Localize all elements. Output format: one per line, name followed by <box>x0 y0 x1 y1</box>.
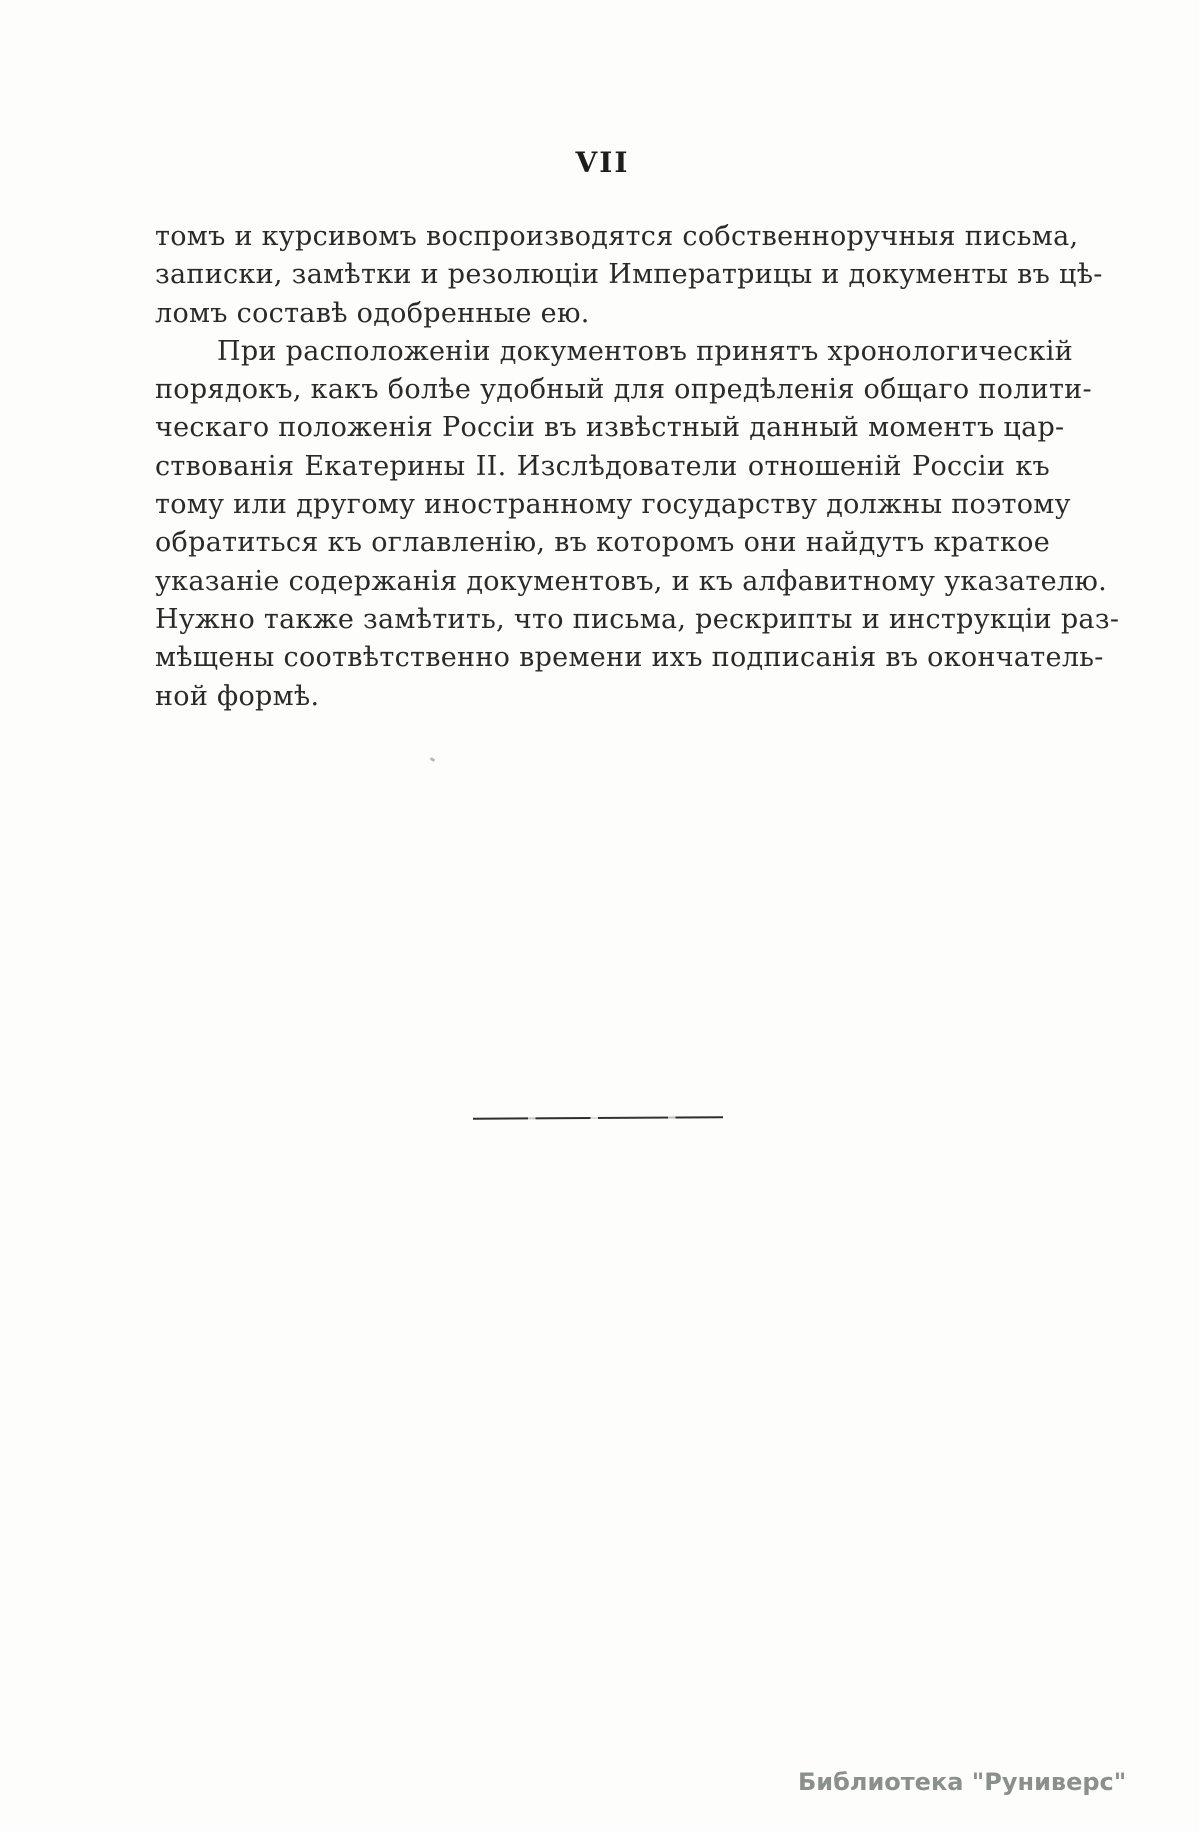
text-line: обратиться къ оглавленію, въ которомъ они найдутъ краткое <box>155 527 1050 559</box>
text-line: записки, замѣтки и резолюціи Императрицы и документы въ цѣ- <box>155 259 1103 291</box>
body-text <box>155 218 1120 716</box>
text-line: тому или другому иностранному государству должны поэтому <box>155 489 1071 521</box>
text-line: порядокъ, какъ болѣе удобный для опредѣленія общаго полити- <box>155 374 1092 406</box>
paragraph-main <box>155 333 1120 716</box>
paragraph-continuation <box>155 218 1103 333</box>
section-divider <box>473 1116 723 1120</box>
text-line: томъ и курсивомъ воспроизводятся собственноручныя письма, <box>155 221 1079 252</box>
text-line: ломъ составѣ одобренные ею. <box>155 297 590 329</box>
text-line: мѣщены соотвѣтственно времени ихъ подписанія въ окончатель- <box>155 642 1104 674</box>
text-line: При расположеніи документовъ принятъ хронологическій <box>217 335 1073 367</box>
ink-speck <box>430 757 436 762</box>
text-line: ной формѣ. <box>155 680 320 712</box>
library-watermark: Библиотека "Руниверс" <box>798 1768 1127 1796</box>
text-line: Нужно также замѣтить, что письма, рескрипты и инструкціи раз- <box>155 603 1120 635</box>
text-line: ствованія Екатерины II. Изслѣдователи отношеній Россіи къ <box>155 450 1050 482</box>
page-number: VII <box>575 146 630 179</box>
text-line: ческаго положенія Россіи въ извѣстный данный моментъ цар- <box>155 412 1065 444</box>
text-line: указаніе содержанія документовъ, и къ алфавитному указателю. <box>155 565 1108 597</box>
